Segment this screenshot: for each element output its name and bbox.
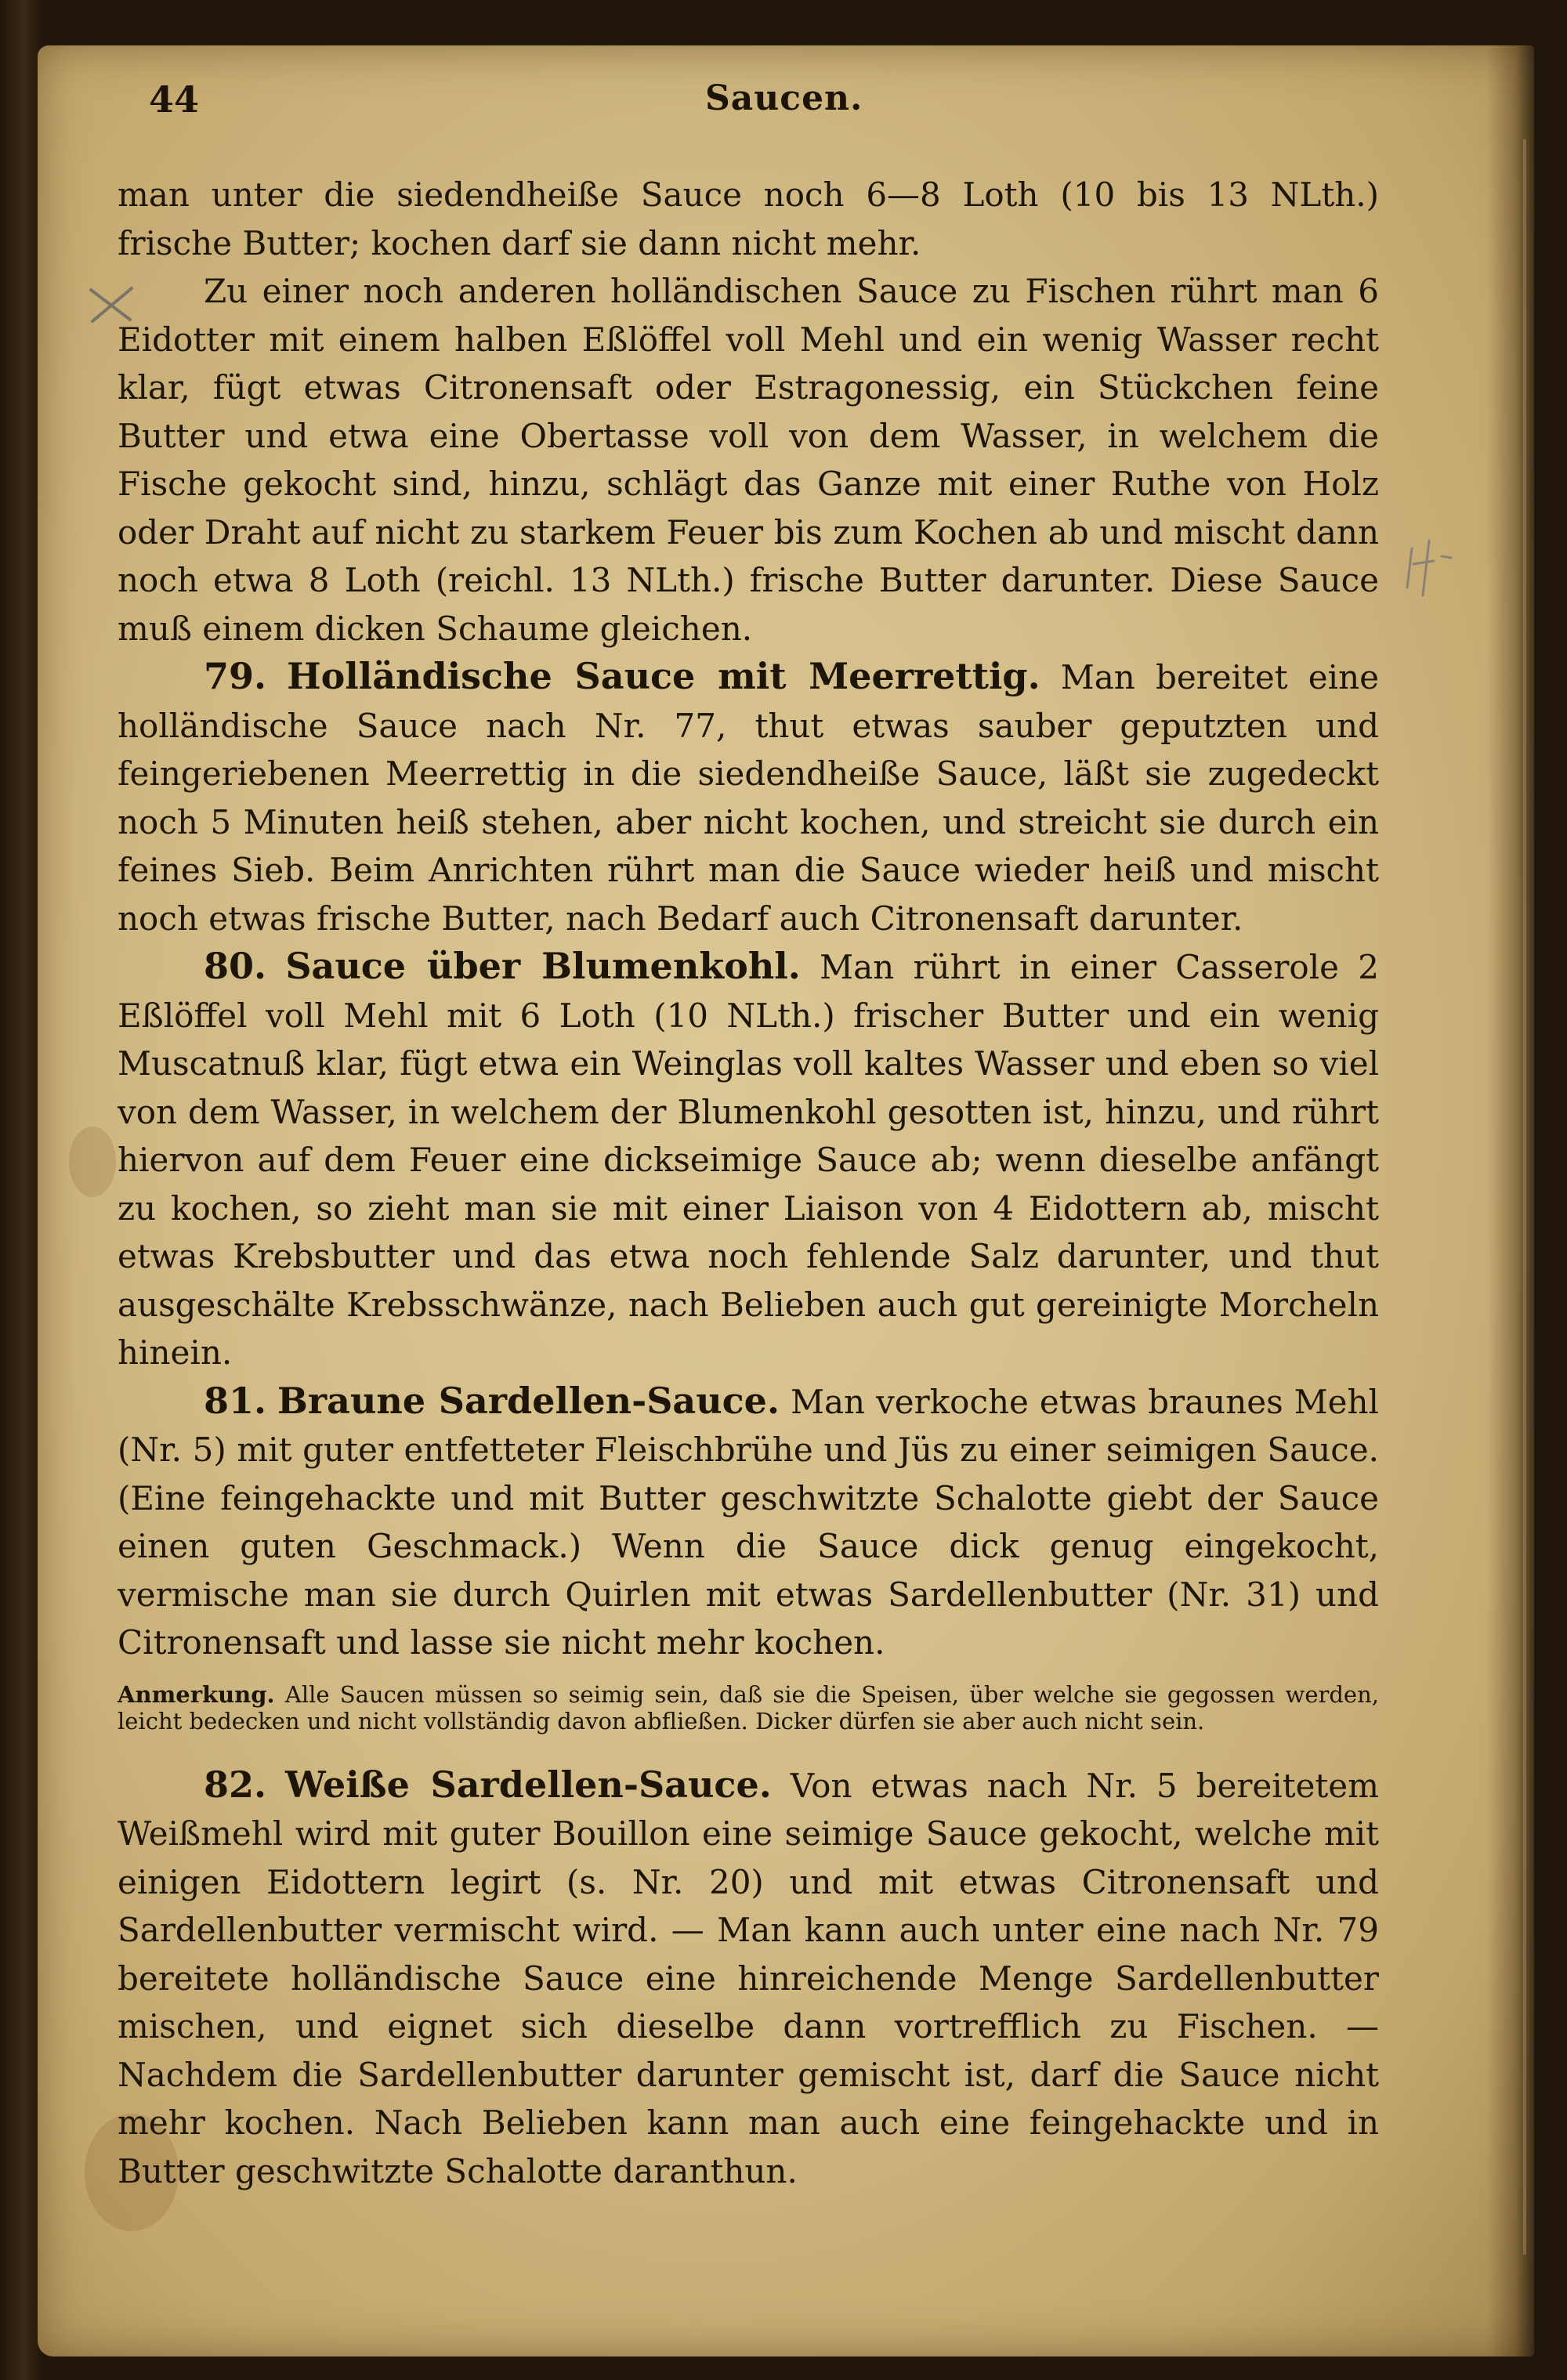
paragraph-dutch-sauce-variant: Zu einer noch anderen holländischen Sauce zu Fischen rührt man 6 Eidotter mit einem halben Eßlöffel voll Mehl und ein wenig Wasser recht klar, fügt etwas Citronensaft oder Estragonessig, ein Stückchen feine Butter und etwa eine Obertasse voll von dem Wasser, in welchem die Fische gekocht sind, hinzu, schlägt das Ganze mit einer Ruthe von Holz oder Draht auf nicht zu starkem Feuer bis zum Kochen ab und mischt dann noch etwa 8 Loth (reichl. 13 NLth.) frische Butter darunter. Diese Sauce muß einem dicken Schaume gleichen. <box>118 272 1379 648</box>
recipe-81 <box>118 1377 1379 1667</box>
recipe-body: Man bereitet eine holländische Sauce nach Nr. 77, thut etwas sauber geputzten und feingeriebenen Meerrettig in die siedendheiße Sauce, läßt sie zugedeckt noch 5 Minuten heiß stehen, aber nicht kochen, und streicht sie durch ein feines Sieb. Beim Anrichten rührt man die Sauce wieder heiß und mischt noch etwas frische Butter, nach Bedarf auch Citronensaft darunter. <box>118 658 1379 938</box>
paper-stain <box>69 1127 116 1197</box>
recipe-number: 81. <box>204 1379 267 1422</box>
page-gutter-shadow <box>1487 45 1534 2356</box>
page-number: 44 <box>149 78 200 121</box>
footnote-remark <box>118 1681 1379 1734</box>
recipe-80 <box>118 942 1379 1377</box>
page-header <box>110 78 1379 133</box>
recipe-number: 79. <box>204 655 267 697</box>
recipe-body: Von etwas nach Nr. 5 bereitetem Weißmehl wird mit guter Bouillon eine seimige Sauce gekocht, welche mit einigen Eidottern legirt (s. Nr. 20) und mit etwas Citronensaft und Sardellenbutter vermischt wird. — Man kann auch unter eine nach Nr. 79 bereitete holländische Sauce eine hinreichende Menge Sardellenbutter mischen, und eignet sich dieselbe dann vortrefflich zu Fischen. — Nachdem die Sardellenbutter darunter gemischt ist, darf die Sauce nicht mehr kochen. Nach Belieben kann man auch eine feingehackte und in Butter geschwitzte Schalotte daranthun. <box>118 1766 1379 2190</box>
page-body <box>118 171 1379 2195</box>
recipe-number: 82. <box>204 1763 267 1806</box>
recipe-title: Holländische Sauce mit Meerrettig. <box>287 655 1040 697</box>
footnote-label: Anmerkung. <box>118 1680 275 1708</box>
recipe-title: Sauce über Blumenkohl. <box>285 945 801 987</box>
recipe-body: Man verkoche etwas braunes Mehl (Nr. 5) mit guter entfetteter Fleischbrühe und Jüs zu einer seimigen Sauce. (Eine feingehackte und mit Butter geschwitzte Schalotte giebt der Sauce einen guten Geschmack.) Wenn die Sauce dick genug eingekocht, vermische man sie durch Quirlen mit etwas Sardellenbutter (Nr. 31) und Citronensaft und lasse sie nicht mehr kochen. <box>118 1382 1379 1662</box>
recipe-body: Man rührt in einer Casserole 2 Eßlöffel voll Mehl mit 6 Loth (10 NLth.) frischer Butter und ein wenig Muscatnuß klar, fügt etwa ein Weinglas voll kaltes Wasser und eben so viel von dem Wasser, in welchem der Blumenkohl gesotten ist, hinzu, und rührt hiervon auf dem Feuer eine dickseimige Sauce ab; wenn dieselbe anfängt zu kochen, so zieht man sie mit einer Liaison von 4 Eidottern ab, mischt etwas Krebsbutter und das etwa noch fehlende Salz darunter, und thut ausgeschälte Krebsschwänze, nach Belieben auch gut gereinigte Morcheln hinein. <box>118 948 1379 1372</box>
paragraph-continuation: man unter die siedendheiße Sauce noch 6—8 Loth (10 bis 13 NLth.) frische Butter; kochen darf sie dann nicht mehr. <box>118 175 1379 262</box>
page-edge <box>1523 139 1526 2255</box>
running-title: Saucen. <box>705 78 863 118</box>
recipe-title: Weiße Sardellen-Sauce. <box>285 1763 772 1806</box>
recipe-title: Braune Sardellen-Sauce. <box>277 1379 780 1422</box>
pencil-margin-mark <box>1402 533 1457 611</box>
recipe-79 <box>118 653 1379 942</box>
footnote-body: Alle Saucen müssen so seimig sein, daß sie die Speisen, über welche sie gegossen werden, leicht bedecken und nicht vollständig davon abfließen. Dicker dürfen sie aber auch nicht sein. <box>118 1680 1379 1734</box>
recipe-number: 80. <box>204 945 267 987</box>
recipe-82 <box>118 1761 1379 2196</box>
